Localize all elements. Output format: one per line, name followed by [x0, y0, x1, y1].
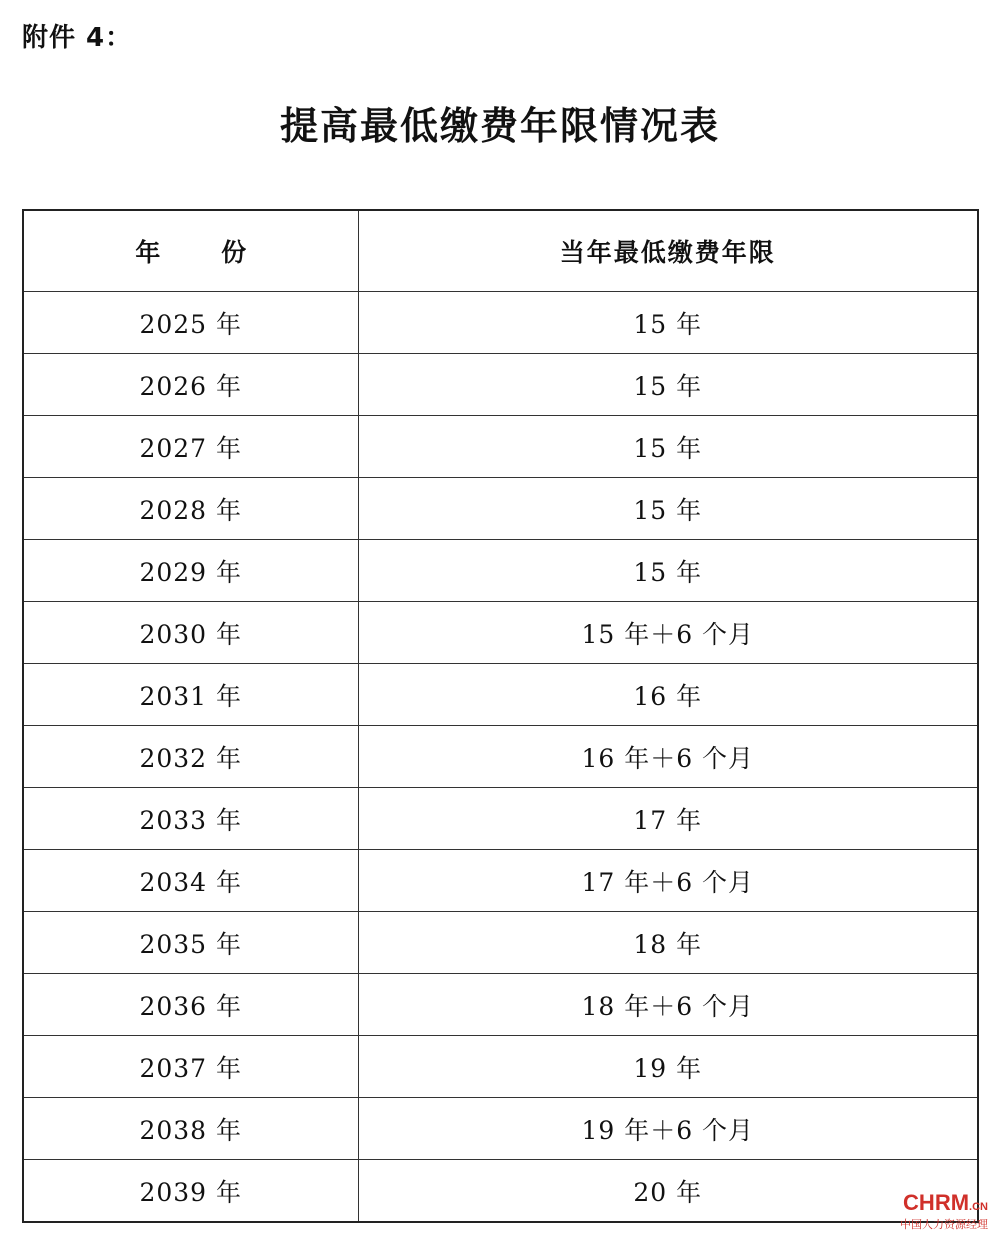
- chrm-logo: [888, 1192, 988, 1218]
- chrm-watermark: [888, 1192, 988, 1232]
- table-row: [23, 1098, 978, 1160]
- table-row: [23, 664, 978, 726]
- header-year: 年 份: [23, 210, 358, 292]
- cell-min-years: 19 年＋6 个月: [358, 1098, 978, 1160]
- cell-min-years: 18 年: [358, 912, 978, 974]
- cell-year: 2030 年: [23, 602, 358, 664]
- table-row: [23, 478, 978, 540]
- cell-year: 2035 年: [23, 912, 358, 974]
- cell-year: 2037 年: [23, 1036, 358, 1098]
- cell-year: 2031 年: [23, 664, 358, 726]
- chrm-logo-domain: .CN: [969, 1201, 988, 1213]
- table-row: [23, 354, 978, 416]
- cell-year: 2032 年: [23, 726, 358, 788]
- cell-min-years: 15 年: [358, 292, 978, 354]
- cell-min-years: 16 年＋6 个月: [358, 726, 978, 788]
- attachment-label: 附件 4：: [22, 23, 133, 53]
- cell-year: 2036 年: [23, 974, 358, 1036]
- cell-year: 2034 年: [23, 850, 358, 912]
- cell-min-years: 19 年: [358, 1036, 978, 1098]
- cell-year: 2025 年: [23, 292, 358, 354]
- cell-min-years: 17 年: [358, 788, 978, 850]
- table-row: [23, 602, 978, 664]
- table-header-row: [23, 210, 978, 292]
- chrm-logo-text: CHRM: [903, 1190, 970, 1215]
- table-row: [23, 1036, 978, 1098]
- table-row: [23, 726, 978, 788]
- cell-min-years: 15 年: [358, 354, 978, 416]
- cell-year: 2026 年: [23, 354, 358, 416]
- table-row: [23, 292, 978, 354]
- cell-year: 2028 年: [23, 478, 358, 540]
- table-row: [23, 912, 978, 974]
- contribution-years-table: [22, 209, 979, 1223]
- cell-min-years: 15 年: [358, 416, 978, 478]
- chrm-tagline: 中国人力资源经理: [900, 1218, 988, 1231]
- cell-min-years: 17 年＋6 个月: [358, 850, 978, 912]
- table-row: [23, 416, 978, 478]
- cell-min-years: 15 年: [358, 478, 978, 540]
- header-min-contribution-years: 当年最低缴费年限: [358, 210, 978, 292]
- table-row: [23, 974, 978, 1036]
- cell-min-years: 16 年: [358, 664, 978, 726]
- table-row: [23, 788, 978, 850]
- contribution-years-table-container: [22, 209, 977, 1223]
- cell-min-years: 18 年＋6 个月: [358, 974, 978, 1036]
- cell-year: 2039 年: [23, 1160, 358, 1223]
- table-row: [23, 850, 978, 912]
- table-row: [23, 1160, 978, 1223]
- cell-year: 2038 年: [23, 1098, 358, 1160]
- cell-year: 2029 年: [23, 540, 358, 602]
- cell-year: 2027 年: [23, 416, 358, 478]
- cell-year: 2033 年: [23, 788, 358, 850]
- cell-min-years: 15 年＋6 个月: [358, 602, 978, 664]
- table-row: [23, 540, 978, 602]
- cell-min-years: 15 年: [358, 540, 978, 602]
- document-title: 提高最低缴费年限情况表: [279, 103, 720, 148]
- cell-min-years: 20 年: [358, 1160, 978, 1223]
